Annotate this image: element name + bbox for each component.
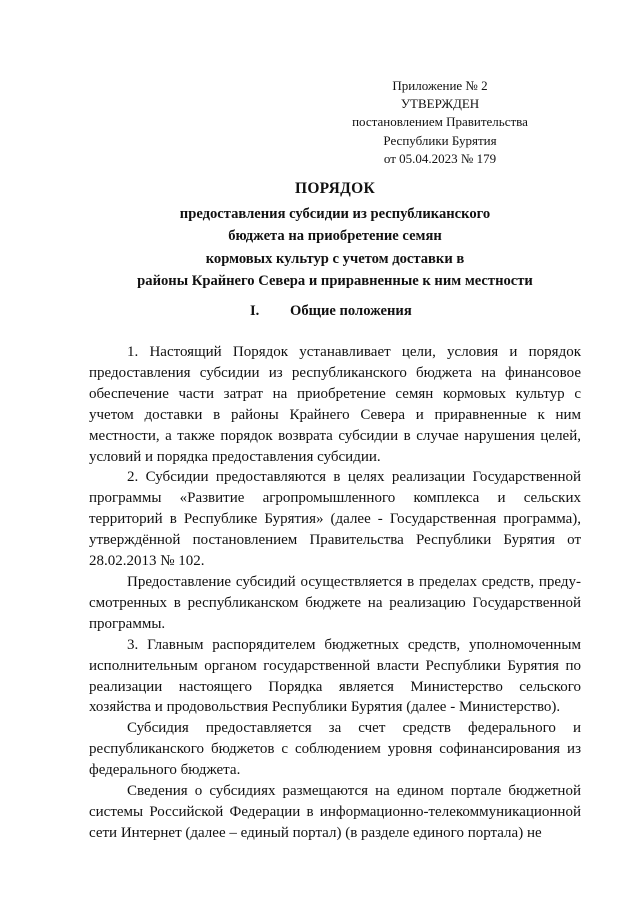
subtitle-line: предоставления субсидии из республиканского	[179, 206, 491, 222]
paragraph-6: Сведения о субсидиях размещаются на едином портале бюджетной системы Российской Федерации в информационно-телекоммуникационной сети Интернет (далее – единый портал) (в разделе единого портала) не	[89, 783, 581, 841]
paragraph-2: 2. Субсидии предоставляются в целях реализации Государственной программы «Развитие агропромышленного комплекса и сельских территорий в Республике Бурятия» (далее - Государственная программа), утверждённой постановлением Правительства Республики Бурятия от 28.02.2013 № 102.	[89, 469, 581, 570]
approved-by-line: постановлением Правительства	[352, 114, 528, 130]
approval-date-number: от 05.04.2023 № 179	[383, 150, 497, 166]
document-subtitle	[80, 203, 590, 292]
paragraph-4: 3. Главным распорядителем бюджетных средств, уполномоченным исполнительным органом государственной власти Республики Бурятия по реализации настоящего Порядка является Министерство сельского хозяйства и продовольствия Республики Бурятия (далее - Министерство).	[89, 636, 581, 716]
subtitle-line: бюджета на приобретение семян	[228, 228, 442, 245]
paragraph-3: Предоставление субсидий осуществляется в пределах средств, предусмотренных в республиканском бюджете на реализацию Государственной программы.	[89, 573, 581, 632]
paragraph-5: Субсидия предоставляется за счет средств федерального и республиканского бюджетов с соблюдением уровня софинансирования из федерального бюджета.	[89, 720, 581, 779]
approved-by-republic: Республики Бурятия	[383, 132, 497, 148]
paragraph-1: 1. Настоящий Порядок устанавливает цели, условия и порядок предоставления субсидии из республиканского бюджета на финансовое обеспечение части затрат на приобретение семян кормовых культур с учетом доставки в районы Крайнего Севера и приравненные к ним местности, а также порядок возврата субсидии в случае нарушения целей, условий и порядка предоставления субсидии.	[89, 344, 581, 465]
approval-stamp	[345, 77, 535, 168]
approved-label: УТВЕРЖДЕН	[400, 96, 480, 112]
document-body	[89, 342, 581, 844]
subtitle-line: районы Крайнего Севера и приравненные к ним местности	[137, 272, 533, 289]
appendix-number: Приложение № 2	[392, 78, 488, 93]
document-title: ПОРЯДОК	[294, 180, 376, 197]
subtitle-line: кормовых культур с учетом доставки в	[205, 250, 465, 267]
section-number: I.	[250, 303, 260, 319]
section-title: Общие положения	[290, 303, 412, 319]
